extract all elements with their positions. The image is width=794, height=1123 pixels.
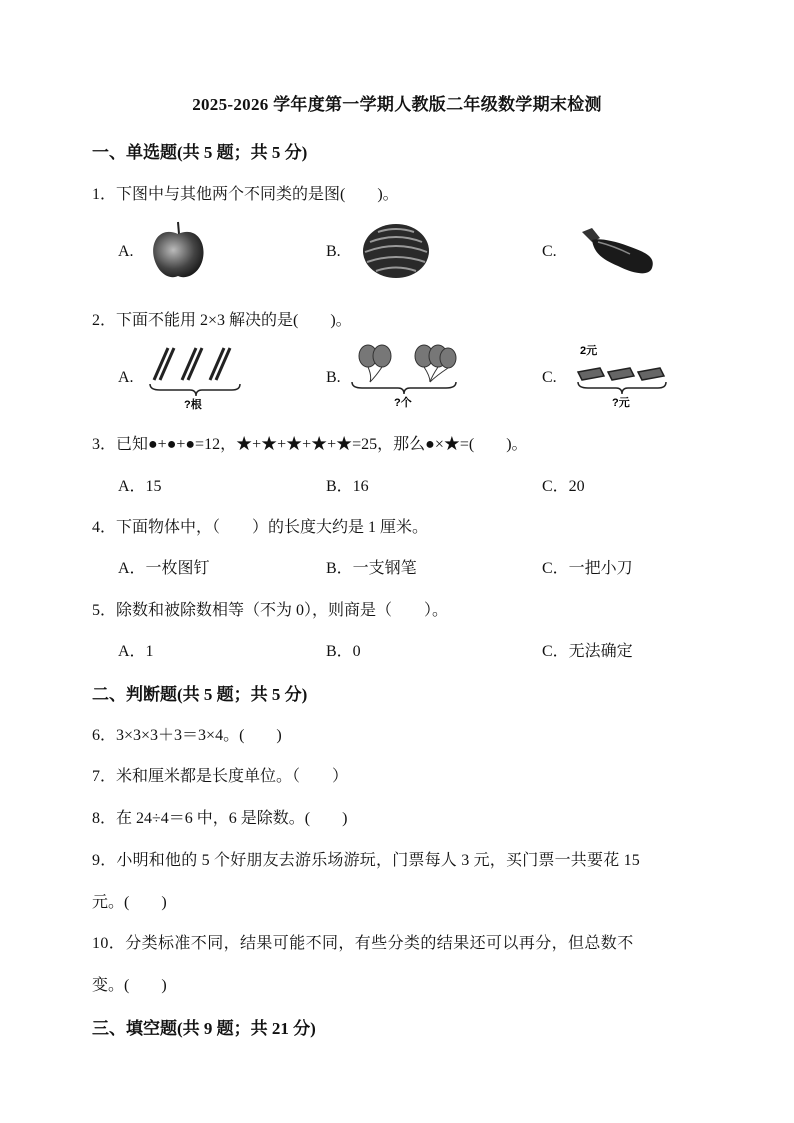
q1-option-c-label: C. bbox=[542, 243, 557, 260]
q4-option-c: C．一把小刀 bbox=[542, 560, 633, 577]
apple-icon bbox=[148, 220, 208, 282]
q1-option-a-label: A. bbox=[118, 243, 134, 260]
q4-option-a: A．一枚图钉 bbox=[118, 560, 210, 577]
section-heading-single-choice: 一、单选题(共 5 题；共 5 分) bbox=[92, 143, 308, 162]
question-10-line-1: 10．分类标准不同，结果可能不同，有些分类的结果还可以再分，但总数不 bbox=[92, 935, 634, 952]
q1-option-b-label: B. bbox=[326, 243, 341, 260]
question-9-line-2: 元。( ) bbox=[92, 894, 167, 911]
balloons-figure bbox=[346, 342, 462, 412]
q3-option-b: B．16 bbox=[326, 478, 369, 495]
q3-option-a: A．15 bbox=[118, 478, 162, 495]
section-heading-true-false: 二、判断题(共 5 题；共 5 分) bbox=[92, 685, 308, 704]
question-1: 1．下图中与其他两个不同类的是图( )。 bbox=[92, 186, 399, 203]
question-5: 5．除数和被除数相等（不为 0），则商是（ ）。 bbox=[92, 602, 449, 619]
question-6: 6．3×3×3＋3＝3×4。( ) bbox=[92, 727, 282, 744]
sticks-bundle-figure bbox=[146, 344, 246, 412]
question-7: 7．米和厘米都是长度单位。（ ） bbox=[92, 768, 349, 785]
notebooks-figure bbox=[574, 342, 674, 412]
q2-option-b-label: B. bbox=[326, 369, 341, 386]
q4-option-b: B．一支钢笔 bbox=[326, 560, 417, 577]
q2-a-caption: ?根 bbox=[184, 399, 202, 411]
q2-option-a-label: A. bbox=[118, 369, 134, 386]
q5-option-c: C．无法确定 bbox=[542, 643, 633, 660]
q5-option-a: A．1 bbox=[118, 643, 154, 660]
watermelon-icon bbox=[360, 222, 432, 280]
question-9-line-1: 9．小明和他的 5 个好朋友去游乐场游玩，门票每人 3 元，买门票一共要花 15 bbox=[92, 852, 641, 869]
question-10-line-2: 变。( ) bbox=[92, 977, 167, 994]
q2-c-price-label: 2元 bbox=[580, 345, 598, 357]
question-8: 8．在 24÷4＝6 中，6 是除数。( ) bbox=[92, 810, 348, 827]
q2-option-c-label: C. bbox=[542, 369, 557, 386]
question-2: 2．下面不能用 2×3 解决的是( )。 bbox=[92, 312, 352, 329]
q2-b-caption: ?个 bbox=[394, 397, 412, 409]
section-heading-fill-blank: 三、填空题(共 9 题；共 21 分) bbox=[92, 1019, 316, 1038]
q3-option-c: C．20 bbox=[542, 478, 585, 495]
question-3: 3．已知●+●+●=12，★+★+★+★+★=25，那么●×★=( )。 bbox=[92, 436, 528, 453]
q2-c-caption: ?元 bbox=[612, 397, 630, 409]
q5-option-b: B．0 bbox=[326, 643, 361, 660]
question-4: 4．下面物体中，（ ）的长度大约是 1 厘米。 bbox=[92, 519, 429, 536]
eggplant-icon bbox=[578, 226, 658, 278]
page-title: 2025-2026 学年度第一学期人教版二年级数学期末检测 bbox=[192, 95, 602, 114]
